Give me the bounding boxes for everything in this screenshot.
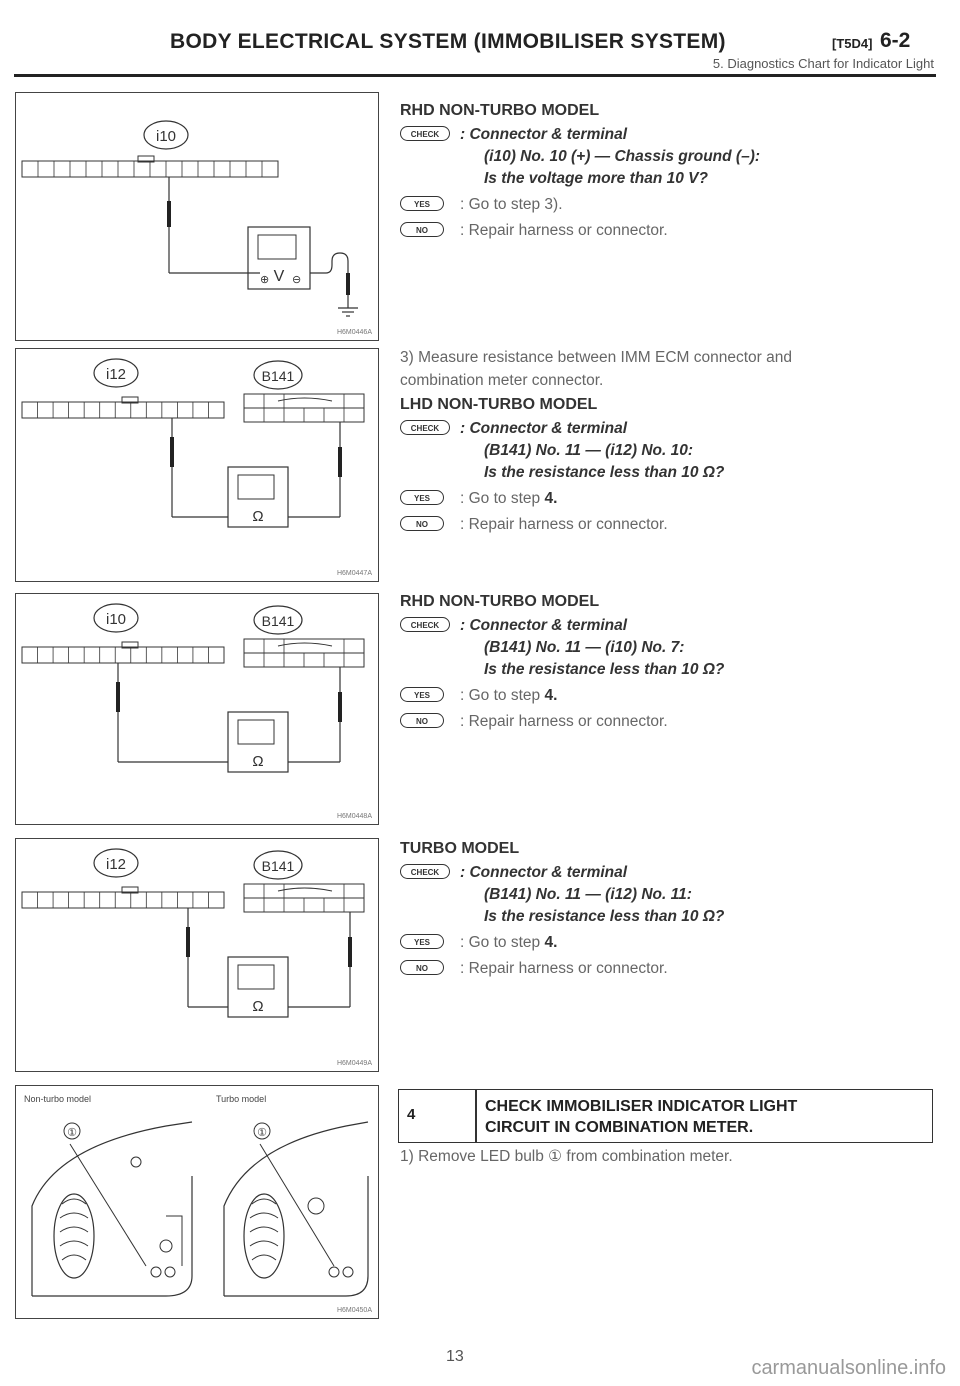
callout-1-left: ①: [67, 1127, 77, 1139]
model-heading: RHD NON-TURBO MODEL: [400, 102, 600, 119]
yes-badge: YES: [400, 490, 444, 505]
check-badge: CHECK: [400, 126, 450, 141]
page-header: [0, 0, 960, 80]
check-badge: CHECK: [400, 420, 450, 435]
no-row: NO : Repair harness or connector.: [400, 220, 940, 242]
svg-text:i10: i10: [105, 611, 127, 628]
check-badge: CHECK: [400, 864, 450, 879]
figure-i10-voltage: [15, 92, 379, 341]
connector-12pin: [244, 394, 364, 422]
callout-1-right: ①: [257, 1127, 267, 1139]
figure-i10-b141: [15, 593, 379, 825]
model-heading: RHD NON-TURBO MODEL: [400, 593, 600, 610]
header-page: 6-2: [880, 29, 911, 52]
label-non-turbo: Non-turbo model: [24, 1094, 92, 1104]
section-lhd-non-turbo: 3) Measure resistance between IMM ECM connector and combination meter connector. LHD NON-TURBO MODEL CHECK : Connector & terminal (B141) No. 11 — (i12) No. 10: Is the resistance less than 10 Ω? YES : Go to step 4. NO : Repair harness or connector.: [400, 346, 940, 536]
figure-i12-b141-turbo: [15, 838, 379, 1072]
svg-text:V: V: [273, 268, 285, 285]
ground-icon: [338, 308, 358, 316]
svg-text:B141: B141: [261, 368, 295, 384]
remove-instruction: 1) Remove LED bulb ① from combination meter.: [400, 1148, 733, 1165]
connector-16pin: [22, 156, 278, 177]
page-number: 13: [446, 1348, 464, 1365]
svg-text:Ω: Ω: [252, 753, 264, 770]
meter-illustration-non-turbo: [32, 1122, 192, 1296]
figure-id: H6M0449A: [336, 1060, 372, 1067]
section-rhd-non-turbo-voltage: RHD NON-TURBO MODEL CHECK : Connector & terminal (i10) No. 10 (+) — Chassis ground (–): Is the voltage more than 10 V? YES : Go to step 3). NO : Repair harness or connector.: [400, 102, 940, 242]
no-row: NO : Repair harness or connector.: [400, 958, 940, 980]
label-turbo: Turbo model: [216, 1094, 267, 1104]
step-number: 4: [407, 1106, 416, 1123]
connector-13pin: [22, 397, 224, 418]
figure-i12-b141: [15, 348, 379, 582]
connector-12pin: [244, 884, 364, 912]
yes-badge: YES: [400, 687, 444, 702]
connector-12pin: [244, 639, 364, 667]
ohmmeter-icon: [228, 467, 288, 527]
check-badge: CHECK: [400, 617, 450, 632]
yes-row: YES : Go to step 4.: [400, 488, 940, 510]
figure-id: H6M0446A: [336, 329, 372, 336]
header-subtitle: 5. Diagnostics Chart for Indicator Light: [712, 56, 934, 71]
svg-text:⊕: ⊕: [260, 274, 270, 286]
svg-text:Ω: Ω: [252, 998, 264, 1015]
section-turbo: TURBO MODEL CHECK : Connector & terminal (B141) No. 11 — (i12) No. 11: Is the resistance less than 10 Ω? YES : Go to step 4. NO : Repair harness or connector.: [400, 840, 940, 980]
step4-box: [398, 1089, 933, 1143]
svg-text:⊖: ⊖: [292, 274, 302, 286]
check-row: CHECK : Connector & terminal: [400, 418, 940, 440]
figure-id: H6M0448A: [336, 813, 372, 820]
figure-id: H6M0447A: [336, 570, 372, 577]
watermark: carmanualsonline.info: [751, 1357, 946, 1379]
no-row: NO : Repair harness or connector.: [400, 514, 940, 536]
yes-badge: YES: [400, 934, 444, 949]
svg-text:Ω: Ω: [252, 508, 264, 525]
figure-id: H6M0450A: [336, 1307, 372, 1314]
header-rule: [14, 74, 936, 77]
voltmeter-icon: [248, 227, 310, 289]
yes-row: YES : Go to step 4.: [400, 932, 940, 954]
ohmmeter-icon: [228, 957, 288, 1017]
svg-text:i12: i12: [105, 856, 127, 873]
no-badge: NO: [400, 960, 444, 975]
no-badge: NO: [400, 713, 444, 728]
header-title: BODY ELECTRICAL SYSTEM (IMMOBILISER SYSTEM): [170, 30, 726, 53]
header-code: [T5D4]: [832, 36, 873, 51]
no-badge: NO: [400, 516, 444, 531]
step-title: CHECK IMMOBILISER INDICATOR LIGHT CIRCUIT IN COMBINATION METER.: [485, 1098, 798, 1136]
model-heading: LHD NON-TURBO MODEL: [400, 396, 598, 413]
connector-13pin: [22, 887, 224, 908]
no-row: NO : Repair harness or connector.: [400, 711, 940, 733]
svg-text:B141: B141: [261, 613, 295, 629]
connector-13pin: [22, 642, 224, 663]
check-row: CHECK : Connector & terminal: [400, 862, 940, 884]
model-heading: TURBO MODEL: [400, 840, 520, 857]
connector-label-a: i10: [155, 128, 177, 145]
yes-row: YES : Go to step 3).: [400, 194, 940, 216]
yes-badge: YES: [400, 196, 444, 211]
section-rhd-non-turbo-resistance: RHD NON-TURBO MODEL CHECK : Connector & terminal (B141) No. 11 — (i10) No. 7: Is the resistance less than 10 Ω? YES : Go to step 4. NO : Repair harness or connector.: [400, 593, 940, 733]
svg-text:B141: B141: [261, 858, 295, 874]
step3-intro: 3) Measure resistance between IMM ECM connector and: [400, 349, 792, 366]
figure-combination-meter: [15, 1085, 379, 1319]
meter-illustration-turbo: [224, 1122, 368, 1296]
no-badge: NO: [400, 222, 444, 237]
yes-row: YES : Go to step 4.: [400, 685, 940, 707]
check-row: CHECK : Connector & terminal: [400, 615, 940, 637]
check-row: CHECK : Connector & terminal: [400, 124, 940, 146]
ohmmeter-icon: [228, 712, 288, 772]
svg-text:i12: i12: [105, 366, 127, 383]
wiring-diagram-voltage: [16, 93, 378, 340]
